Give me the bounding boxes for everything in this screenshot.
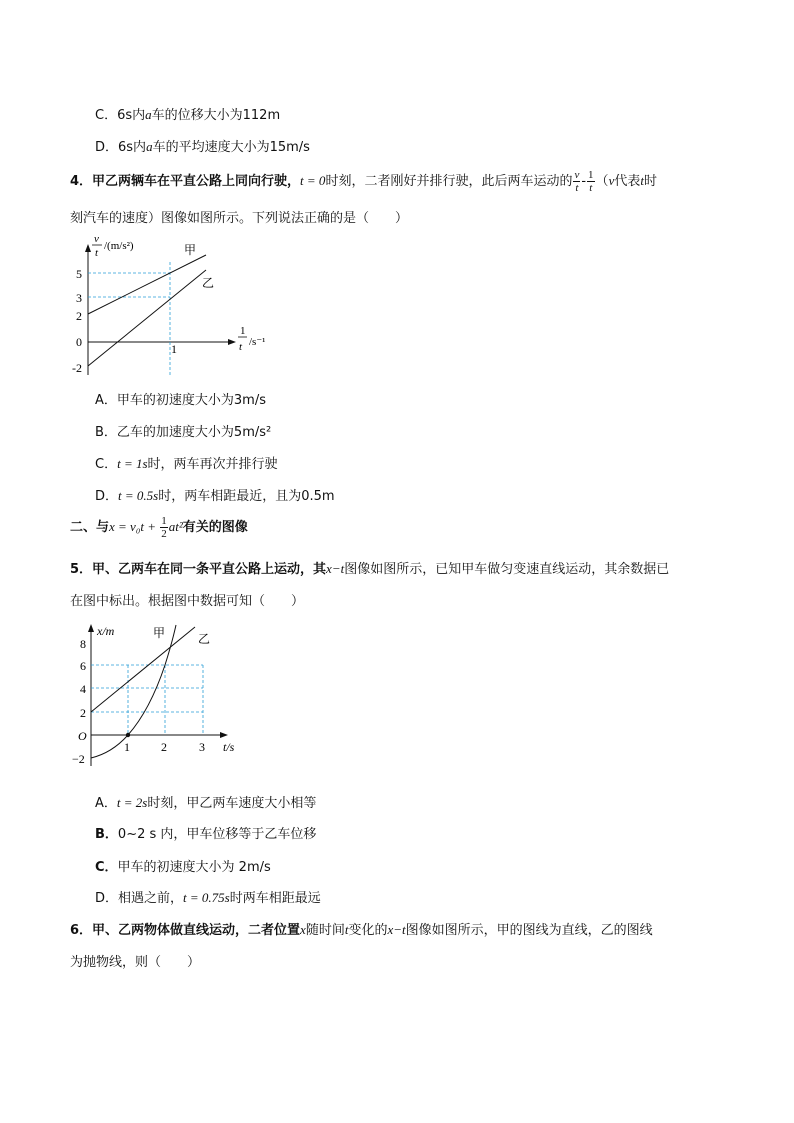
q5-origin: O xyxy=(78,729,87,743)
q4-label-yi: 乙 xyxy=(202,276,215,290)
q5-label-jia: 甲 xyxy=(153,626,166,640)
q5-xtick-3: 3 xyxy=(199,740,205,754)
q4-ytick-3: 3 xyxy=(76,291,82,305)
q5-stem-line2: 在图中标出。根据图中数据可知（ ） xyxy=(70,594,305,609)
q5-ytick-2: 2 xyxy=(80,706,86,720)
q6-stem-line2: 为抛物线，则（ ） xyxy=(70,955,201,970)
q5-option-d: D．相遇之前，t = 0.75s时两车相距最远 xyxy=(95,890,321,906)
q5-stem-line1: 5．甲、乙两车在同一条平直公路上运动，其x−t图像如图所示，已知甲车做匀变速直线运动，其余数据已 xyxy=(70,561,670,577)
q4-xlabel-unit: /s⁻¹ xyxy=(249,336,266,348)
q4-fraction-1-over-t: $\frac{1}{t}$ xyxy=(588,169,594,194)
q4-stem-line2: 刻汽车的速度）图像如图所示。下列说法正确的是（ ） xyxy=(70,211,409,226)
q3-option-d: D．6s内a车的平均速度大小为15m/s xyxy=(95,139,310,155)
q5-point-t1 xyxy=(126,733,130,737)
q4-xtick-1: 1 xyxy=(171,342,177,356)
q4-ytick-neg2: -2 xyxy=(72,361,82,375)
q4-xlabel-den: t xyxy=(239,341,243,353)
q4-ylabel-unit: /(m/s²) xyxy=(104,240,134,252)
q6-stem-line1: 6．甲、乙两物体做直线运动，二者位置x随时间t变化的x−t图像如图所示，甲的图线为直线，乙的图线 xyxy=(70,922,653,938)
q4-ylabel-num: v xyxy=(94,233,99,245)
q5-ytick-8: 8 xyxy=(80,637,86,651)
q5-graph xyxy=(70,618,250,778)
section2-fraction-half: $\frac{1}{2}$ xyxy=(161,515,167,540)
q5-option-b: B．0~2 s 内，甲车位移等于乙车位移 xyxy=(95,827,317,842)
q4-xlabel-num: 1 xyxy=(240,325,246,337)
q5-x-arrow xyxy=(220,732,228,738)
q5-xtick-1: 1 xyxy=(124,740,130,754)
q3-option-c: C．6s内a车的位移大小为112m xyxy=(95,107,281,123)
q5-option-a: A．t = 2s时刻，甲乙两车速度大小相等 xyxy=(95,795,317,811)
q4-graph xyxy=(70,232,270,380)
q5-option-c: C．甲车的初速度大小为 2m/s xyxy=(95,860,271,875)
q4-option-d: D．t = 0.5s时，两车相距最近，且为0.5m xyxy=(95,488,335,504)
q5-ytick-4: 4 xyxy=(80,682,86,696)
q4-y-arrow xyxy=(85,244,91,252)
q4-ytick-2: 2 xyxy=(76,309,82,323)
q4-label-jia: 甲 xyxy=(184,243,197,257)
q5-ytick-6: 6 xyxy=(80,659,86,673)
q4-option-c: C．t = 1s时，两车再次并排行驶 xyxy=(95,456,278,472)
section2-heading: 二、与x = v₀t + $\frac{1}{2}$ at²有关的图像 xyxy=(70,515,248,540)
q4-option-a: A．甲车的初速度大小为3m/s xyxy=(95,393,266,408)
q5-xlabel: t/s xyxy=(223,740,235,754)
q5-ylabel: x/m xyxy=(97,624,115,638)
q4-x-arrow xyxy=(228,339,236,345)
q5-curve-jia xyxy=(91,625,176,758)
q4-option-b: B．乙车的加速度大小为5m/s² xyxy=(95,425,272,440)
q5-y-arrow xyxy=(88,624,94,632)
q5-xtick-2: 2 xyxy=(161,740,167,754)
q4-fraction-v-over-t: $\frac{v}{t}$ xyxy=(574,169,580,194)
q5-line-yi xyxy=(91,627,195,712)
q4-ylabel-den: t xyxy=(95,247,99,259)
q4-ytick-5: 5 xyxy=(76,267,82,281)
q5-ytick-neg2: −2 xyxy=(72,752,85,766)
q4-stem-line1: 4．甲乙两辆车在平直公路上同向行驶，t = 0时刻，二者刚好并排行驶，此后两车运动的 $\frac{v}{t}$ - $\frac{1}{t}$ （v代表t时 xyxy=(70,169,657,194)
q4-ytick-0: 0 xyxy=(76,335,82,349)
q5-label-yi: 乙 xyxy=(198,632,211,646)
